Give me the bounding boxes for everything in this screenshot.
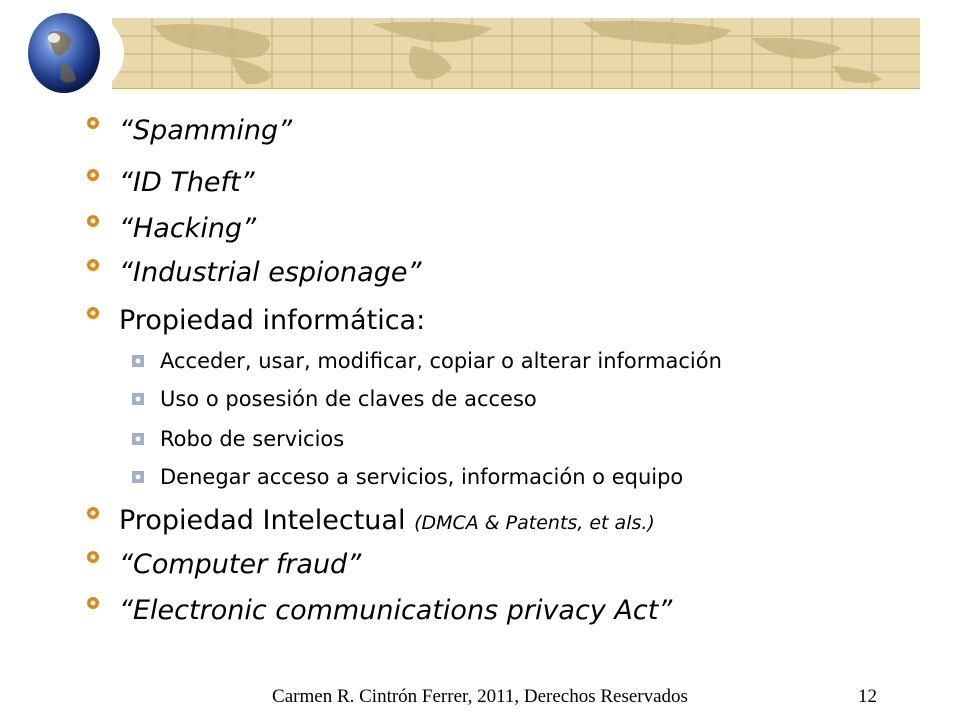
bullet-text: “Electronic communications privacy Act” [119, 595, 673, 626]
subbullet-text: Acceder, usar, modificar, copiar o alterar información [160, 349, 722, 373]
bullet-text: Propiedad informática: [119, 305, 426, 336]
square-flower-bullet-icon [132, 471, 144, 483]
subbullet-item [132, 426, 344, 452]
world-map-graphic [112, 18, 920, 88]
bullet-item [86, 214, 256, 244]
square-flower-bullet-icon [132, 433, 144, 445]
subbullet-text: Denegar acceso a servicios, información o equipo [160, 465, 684, 489]
bullet-text: “Spamming” [119, 115, 293, 146]
bullet-item [86, 550, 361, 580]
bullet-item [86, 506, 655, 538]
square-flower-bullet-icon [132, 355, 144, 367]
bullet-text-main: Propiedad Intelectual [119, 505, 415, 536]
bullet-text [119, 506, 655, 538]
globe-logo [24, 10, 124, 96]
header-map-banner [112, 18, 920, 89]
bullet-item [86, 168, 255, 198]
square-flower-bullet-icon [132, 393, 144, 405]
orange-circle-bullet-icon [86, 258, 100, 272]
orange-circle-bullet-icon [86, 506, 100, 520]
bullet-item [86, 116, 292, 146]
bullet-text: “Computer fraud” [119, 549, 362, 580]
orange-circle-bullet-icon [86, 306, 100, 320]
bullet-item [86, 596, 672, 626]
orange-circle-bullet-icon [86, 116, 100, 130]
orange-circle-bullet-icon [86, 168, 100, 182]
page-number: 12 [858, 686, 877, 707]
orange-circle-bullet-icon [86, 214, 100, 228]
bullet-note: (DMCA & Patents, et als.) [414, 512, 655, 534]
orange-circle-bullet-icon [86, 596, 100, 610]
footer-credit: Carmen R. Cintrón Ferrer, 2011, Derechos Reservados [272, 686, 688, 707]
bullet-text: “Hacking” [119, 213, 257, 244]
bullet-item [86, 258, 421, 288]
subbullet-item [132, 386, 537, 412]
subbullet-item [132, 464, 683, 490]
subbullet-text: Robo de servicios [160, 427, 345, 451]
bullet-text: “Industrial espionage” [119, 257, 422, 288]
orange-circle-bullet-icon [86, 550, 100, 564]
bullet-text: “ID Theft” [119, 167, 255, 198]
bullet-item [86, 306, 425, 336]
subbullet-text: Uso o posesión de claves de acceso [160, 387, 537, 411]
subbullet-item [132, 348, 722, 374]
